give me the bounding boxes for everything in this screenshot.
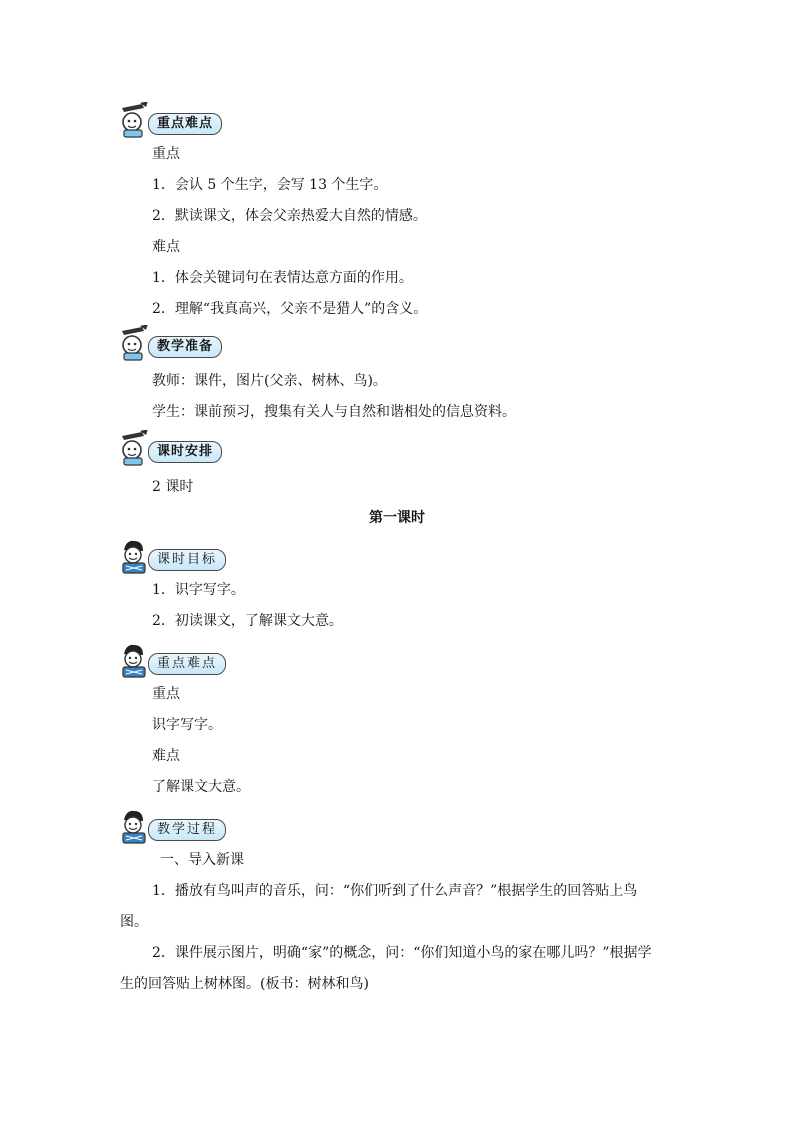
section-title: 教学过程: [148, 819, 226, 841]
lesson-title: 第一课时: [369, 510, 425, 526]
pencil-mascot-icon: [118, 430, 152, 466]
section-title: 重点难点: [148, 653, 226, 675]
key-heading: 重点: [152, 146, 180, 162]
process-paragraph-1: [120, 876, 660, 938]
preparation-teacher: 教师：课件，图片(父亲、树林、鸟)。: [152, 373, 387, 389]
student-mascot-icon: [118, 808, 152, 844]
section-title: 教学准备: [148, 336, 222, 358]
lesson-key-heading: 重点: [152, 686, 180, 702]
schedule-hours: 2 课时: [152, 479, 194, 495]
pencil-mascot-icon: [118, 102, 152, 138]
difficult-heading: 难点: [152, 239, 180, 255]
section-title: 课时安排: [148, 441, 222, 463]
process-paragraph-1-text: 1．播放有鸟叫声的音乐，问：“你们听到了什么声音？”根据学生的回答贴上鸟图。: [120, 883, 638, 930]
section-header-lesson-key: [118, 642, 226, 678]
section-title: 课时目标: [148, 549, 226, 571]
section-header-process: [118, 808, 226, 844]
process-paragraph-2: [120, 938, 660, 1000]
lesson-difficult-heading: 难点: [152, 748, 180, 764]
difficult-item-2: 2．理解“我真高兴，父亲不是猎人”的含义。: [152, 301, 428, 317]
student-mascot-icon: [118, 538, 152, 574]
process-step-heading: 一、导入新课: [160, 852, 244, 868]
lesson-key-item: 识字写字。: [152, 717, 222, 733]
pencil-mascot-icon: [118, 325, 152, 361]
key-item-2: 2．默读课文，体会父亲热爱大自然的情感。: [152, 208, 427, 224]
objective-item-1: 1．识字写字。: [152, 582, 245, 598]
section-header-preparation: [118, 325, 222, 361]
difficult-item-1: 1．体会关键词句在表情达意方面的作用。: [152, 270, 413, 286]
student-mascot-icon: [118, 642, 152, 678]
lesson-difficult-item: 了解课文大意。: [152, 779, 250, 795]
section-header-key-difficult: [118, 102, 222, 138]
section-header-schedule: [118, 430, 222, 466]
section-header-objectives: [118, 538, 226, 574]
objective-item-2: 2．初读课文，了解课文大意。: [152, 613, 343, 629]
section-title: 重点难点: [148, 113, 222, 135]
preparation-student: 学生：课前预习，搜集有关人与自然和谐相处的信息资料。: [152, 404, 516, 420]
key-item-1: 1．会认 5 个生字，会写 13 个生字。: [152, 177, 388, 193]
process-paragraph-2-text: 2．课件展示图片，明确“家”的概念，问：“你们知道小鸟的家在哪儿吗？”根据学生的回答贴上树林图。(板书：树林和鸟): [120, 945, 652, 992]
